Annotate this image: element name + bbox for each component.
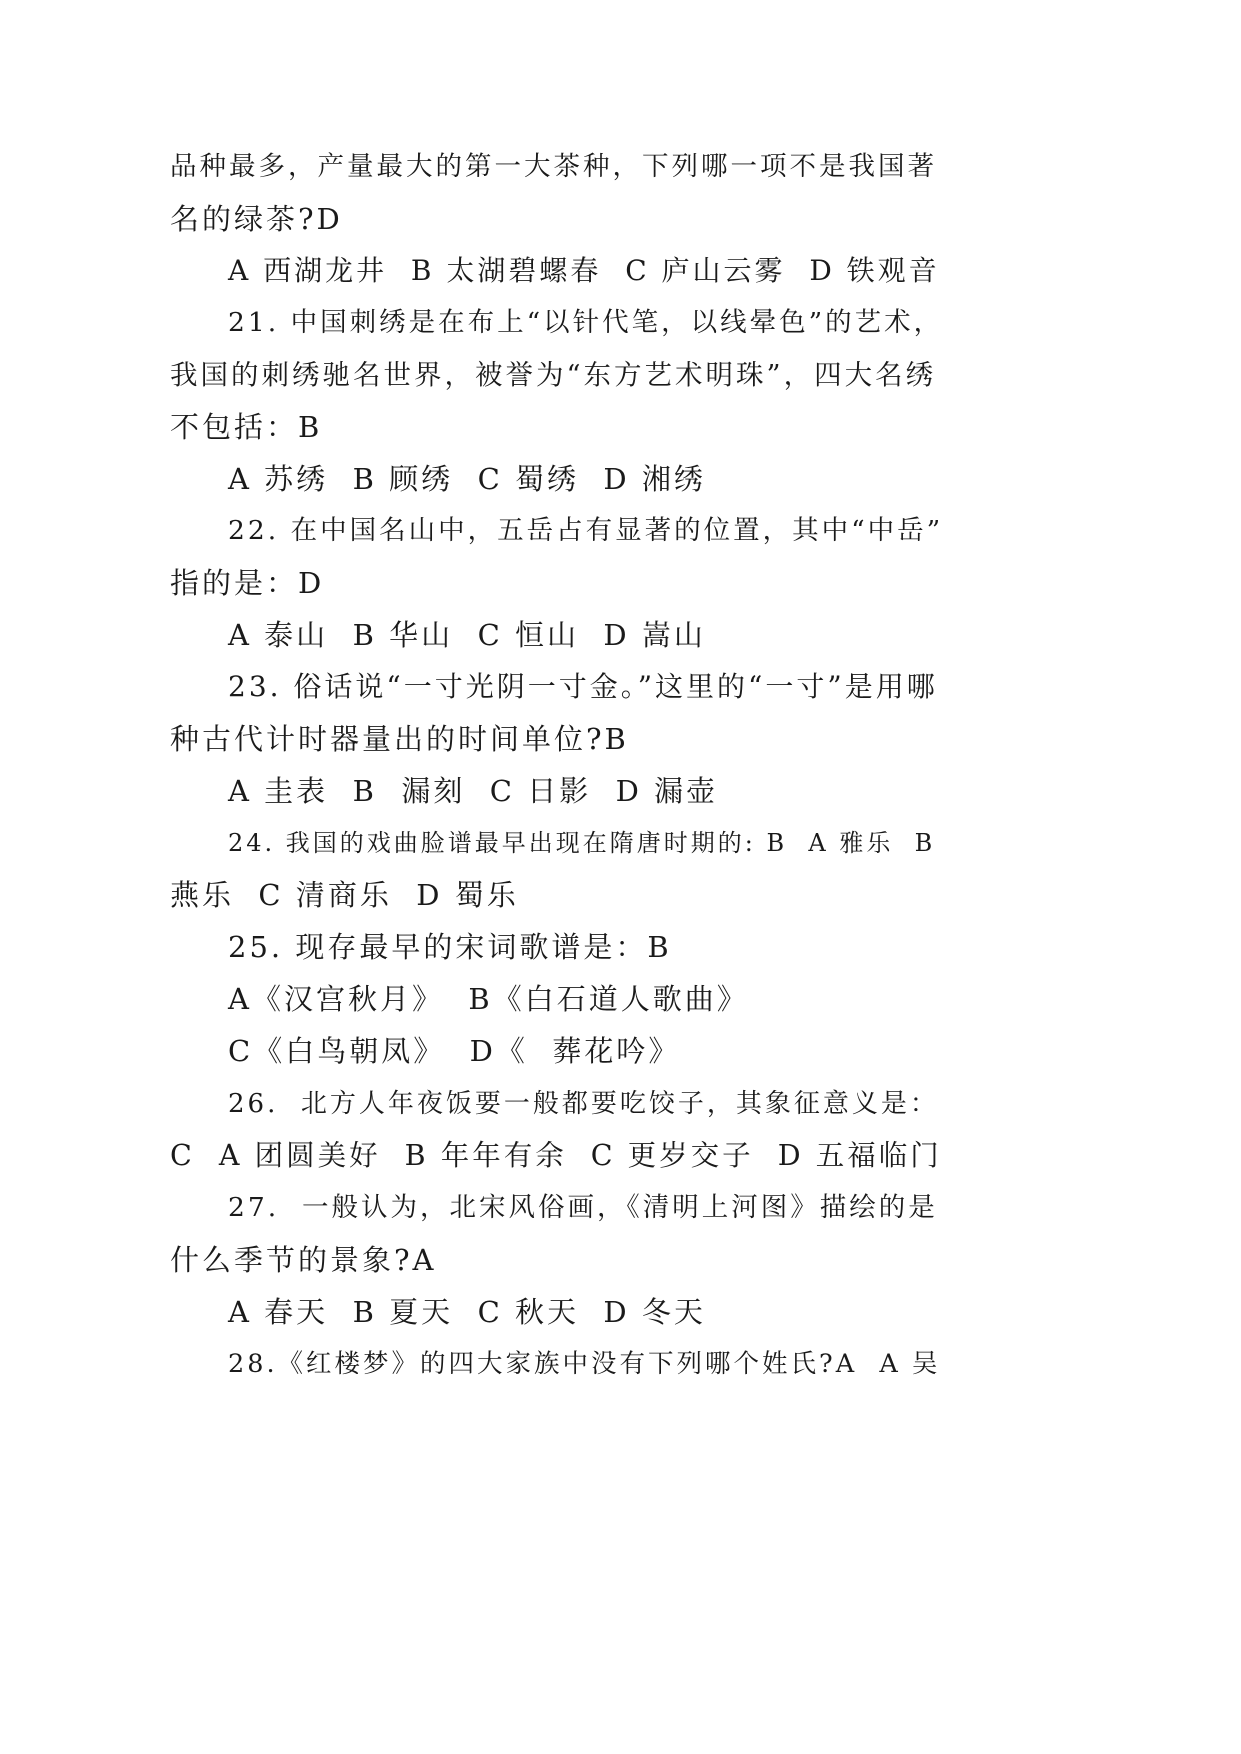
text-line: A 泰山 B 华山 C 恒山 D 嵩山 [228,618,706,652]
text-line: 指的是：D [170,566,325,600]
text-line: C《白鸟朝凤》 D《 葬花吟》 [228,1034,681,1068]
text-line: 26. 北方人年夜饭要一般都要吃饺子，其象征意义是： [228,1089,939,1119]
text-line: 23. 俗话说“一寸光阴一寸金。”这里的“一寸”是用哪 [228,670,938,703]
text-line: A 苏绣 B 顾绣 C 蜀绣 D 湘绣 [228,462,706,496]
text-line: 品种最多，产量最大的第一大茶种，下列哪一项不是我国著 [170,151,937,182]
text-line: 什么季节的景象?A [170,1243,437,1277]
text-line: 21. 中国刺绣是在布上“以针代笔，以线晕色”的艺术， [228,307,944,338]
text-line: 不包括：B [170,410,323,444]
text-line: 我国的刺绣驰名世界，被誉为“东方艺术明珠”，四大名绣 [170,359,937,391]
text-line: A 圭表 B 漏刻 C 日影 D 漏壶 [228,774,719,808]
text-line: 28.《红楼梦》的四大家族中没有下列哪个姓氏?A A 吴 [228,1349,941,1379]
text-line: 种古代计时器量出的时间单位?B [170,722,629,756]
text-line: A 春天 B 夏天 C 秋天 D 冬天 [228,1295,706,1329]
text-line: 名的绿茶?D [170,202,343,236]
text-line: 24. 我国的戏曲脸谱最早出现在隋唐时期的: B A 雅乐 B [228,829,936,857]
text-line: A 西湖龙井 B 太湖碧螺春 C 庐山云雾 D 铁观音 [228,254,940,287]
text-line: A《汉宫秋月》 B《白石道人歌曲》 [228,982,749,1016]
text-line: 25. 现存最早的宋词歌谱是：B [228,930,672,964]
text-line: 22. 在中国名山中，五岳占有显著的位置，其中“中岳” [228,515,944,546]
text-line: C A 团圆美好 B 年年有余 C 更岁交子 D 五福临门 [170,1139,942,1172]
text-line: 27. 一般认为，北宋风俗画，《清明上河图》描绘的是 [228,1192,938,1223]
text-line: 燕乐 C 清商乐 D 蜀乐 [170,878,519,912]
